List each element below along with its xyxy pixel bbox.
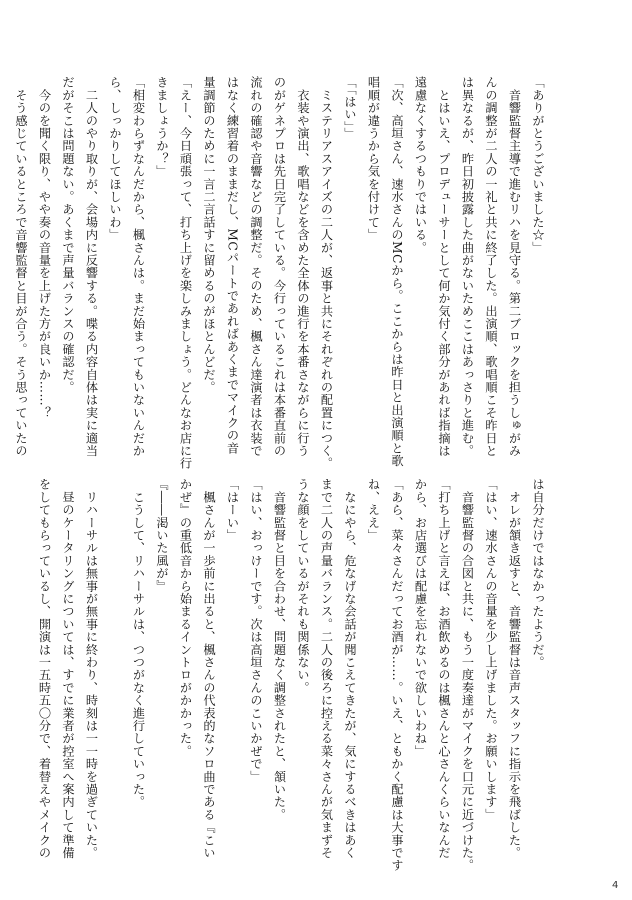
text-line: 今のを聞く限り、やや奏の音量を上げた方が良いか……？ — [37, 76, 52, 419]
text-line: 楓さんが一歩前に出ると、楓さんの代表的なソロ曲である『こい — [202, 478, 216, 859]
text-block-top — [14, 76, 549, 470]
text-line: かぜ』の重低音から始まるイントロがかかった。 — [178, 478, 193, 758]
page-number: 4 — [612, 880, 619, 891]
text-line: まで二人の声量バランス。二人の後ろに控える菜々さんが気まずそ — [319, 478, 334, 859]
text-line: 量調節のために一言二言話すに留めるのがほとんどだ。 — [202, 76, 216, 394]
blank-line — [103, 478, 127, 808]
text-line: 昼のケータリングについては、すでに業者が控室へ案内して準備 — [61, 478, 75, 859]
text-block-bottom — [37, 478, 549, 872]
text-line: 「あら、菜々さんだってお酒が……。いえ、ともかく配慮は大事です — [390, 478, 404, 872]
text-line: 唱順が違うから気を付けて」 — [366, 76, 381, 242]
text-line: 「「はい」」 — [343, 76, 357, 140]
text-line: 「ありがとうございました☆」 — [531, 76, 545, 254]
text-line: 音響監督主導で進むリハを見守る。第二ブロックを担うしゅがみ — [507, 76, 522, 457]
text-line: 音響監督の合図と共に、もう一度奏達がマイクを口元に近づけた。 — [460, 478, 475, 872]
text-line: 『――渇いた風が』 — [155, 478, 169, 593]
text-line: 「打ち上げと言えば、お酒飲めるのは楓さんと心さんくらいなんだ — [437, 478, 451, 859]
text-line: リハーサルは無事が無事に終わり、時刻は一一時を過ぎていた。 — [84, 478, 99, 859]
text-line: 「えー、今日頑張って、打ち上げを楽しみましょう。どんなお店に行 — [178, 76, 193, 470]
text-line: から、お店選びは配慮を忘れないで欲しいわね」 — [413, 478, 428, 758]
text-line: ら、しっかりしてほしいわ」 — [108, 76, 122, 242]
text-line: 衣装や演出、歌唱などを含めた全体の進行を本番さながらに行う — [296, 76, 310, 457]
text-line: 遠慮なくするつもりではいる。 — [413, 76, 428, 254]
text-line: だがそこは問題ない。あくまで声量バランスの確認だ。 — [61, 76, 75, 394]
text-line: は自分だけではなかったようだ。 — [531, 478, 545, 669]
text-line: 「はい、速水さんの音量を少し上げました。お願いします」 — [484, 478, 498, 821]
text-line: 「はい、おっけーです。次は高垣さんのこいかぜで」 — [249, 478, 263, 783]
text-line: 二人のやり取りが、会場内に反響する。喋る内容自体は実に適当 — [84, 76, 99, 457]
text-line: 「はーい」 — [225, 478, 240, 542]
text-line: オレが頷き返すと、音響監督は音声スタッフに指示を飛ばした。 — [507, 478, 522, 859]
text-line: は異なるが、昨日初披露した曲がないためここはあっさりと進む。 — [460, 76, 475, 457]
text-line: そう感じているところで音響監督と目が合う。そう思っていたの — [14, 76, 28, 457]
text-line: はなく練習着のままだし、MCパートであればあくまでマイクの音 — [225, 76, 240, 455]
text-line: をしてもらっているし、開演は一五時五〇分で、着替えやメイクの — [37, 478, 52, 859]
text-line: なにやら、危なげな会話が聞こえてきたが、気にするべきはあく — [343, 478, 357, 859]
text-line: うな顔をしているがそれも関係ない。 — [296, 478, 310, 694]
text-line: とはいえ、プロデューサーとして何か気付く部分があれば指摘は — [437, 76, 451, 457]
text-line: ミステリアスアイズの二人が、返事と共にそれぞれの配置につく。 — [319, 76, 334, 470]
text-line: 「次、高垣さん、速水さんのMCから。ここからは昨日と出演順と歌 — [390, 76, 404, 468]
text-line: こうして、リハーサルは、つつがなく進行していった。 — [131, 478, 146, 809]
text-line: ね、ええ」 — [366, 478, 381, 542]
text-line: 「相変わらずなんだから、楓さんは。まだ始まってもいないんだか — [131, 76, 146, 457]
text-line: きましょうか？」 — [155, 76, 169, 178]
text-line: 音響監督と目を合わせ、問題なく調整されたと、頷いた。 — [272, 478, 287, 821]
text-line: 流れの確認や音響などの調整だ。そのため、楓さん達演者は衣装で — [249, 76, 263, 457]
text-line: のがゲネプロは先日完了している。今行っているこれは本番直前の — [272, 76, 287, 457]
text-line: んの調整が二人の一礼と共に終了した。出演順、歌唱順こそ昨日と — [484, 76, 498, 457]
